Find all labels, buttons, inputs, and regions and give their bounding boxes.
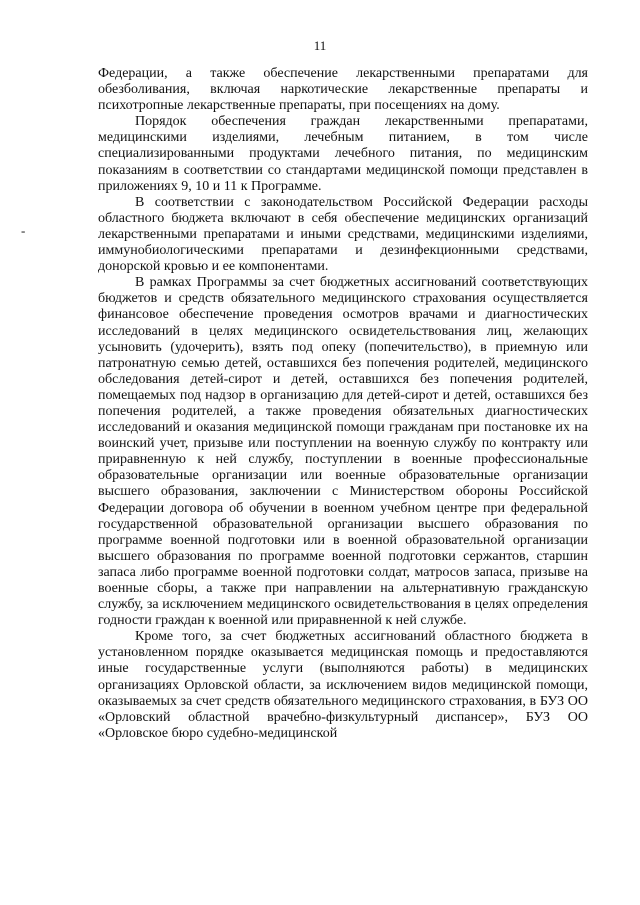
paragraph-provision-order: Порядок обеспечения граждан лекарственными препаратами, медицинскими изделиями, лечебным питанием, в том числе специализированными продуктами лечебного питания, по медицинским показаниям в соответствии со стандартами медицинской помощи представлен в приложениях 9, 10 и 11 к Программе. bbox=[98, 114, 588, 194]
paragraph-program-financing: В рамках Программы за счет бюджетных ассигнований соответствующих бюджетов и средств обязательного медицинского страхования осуществляется финансовое обеспечение проведения осмотров врачами и диагностических исследований в целях медицинского освидетельствования лиц, желающих усыновить (удочерить), взять под опеку (попечительство), в приемную или патронатную семью детей, оставшихся без попечения родителей, медицинского обследования детей-сирот и детей, оставшихся без попечения родителей, помещаемых под надзор в организацию для детей-сирот и детей, оставшихся без попечения родителей, а также проведения обязательных диагностических исследований и оказания медицинской помощи гражданам при постановке их на воинский учет, призыве или поступлении на военную службу по контракту или приравненную к ней службу, поступлении в военные профессиональные образовательные организации или военные образовательные организации высшего образования, заключении с Министерством обороны Российской Федерации договора об обучении в военном учебном центре при федеральной государственной образовательной организации высшего образования по программе военной подготовки или в военной образовательной организации высшего образования по программе военной подготовки сержантов, старшин запаса либо программе военной подготовки солдат, матросов запаса, призыве на военные сборы, а также при направлении на альтернативную гражданскую службу, за исключением медицинского освидетельствования в целях определения годности граждан к военной или приравненной к ней службе. bbox=[98, 275, 588, 629]
page-number: 11 bbox=[313, 38, 327, 53]
margin-mark: - bbox=[21, 223, 26, 238]
paragraph-regional-budget-expenses: В соответствии с законодательством Российской Федерации расходы областного бюджета включают в себя обеспечение медицинских организаций лекарственными препаратами и иными средствами, медицинскими изделиями, иммунобиологическими препаратами и дезинфекционными средствами, донорской кровью и ее компонентами. bbox=[98, 194, 588, 275]
paragraph-additional-services: Кроме того, за счет бюджетных ассигнований областного бюджета в установленном порядке оказывается медицинская помощь и предоставляются иные государственные услуги (выполняются работы) в медицинских организациях Орловской области, за исключением видов медицинской помощи, оказываемых за счет средств обязательного медицинского страхования, в БУЗ ОО «Орловский областной врачебно-физкультурный диспансер», БУЗ ОО «Орловское бюро судебно-медицинской bbox=[98, 629, 588, 741]
paragraph-medication-provision: Федерации, а также обеспечение лекарственными препаратами для обезболивания, включая наркотические лекарственные препараты и психотропные лекарственные препараты, при посещениях на дому. bbox=[98, 66, 588, 114]
document-body bbox=[98, 66, 588, 742]
